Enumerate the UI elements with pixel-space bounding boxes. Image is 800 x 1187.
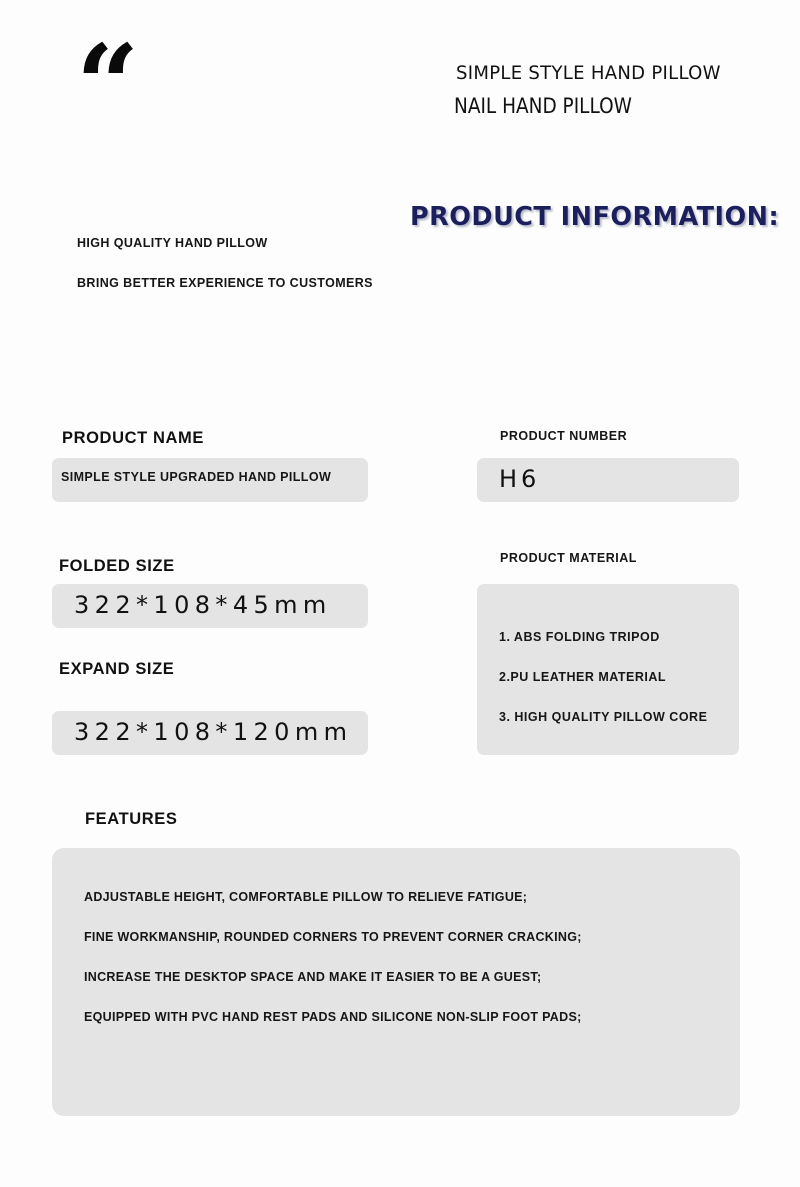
folded-size-label: FOLDED SIZE	[59, 557, 175, 575]
material-item: 2.PU LEATHER MATERIAL	[499, 670, 666, 684]
header-subtitle: SIMPLE STYLE HAND PILLOW	[456, 62, 721, 84]
folded-size-field	[52, 584, 368, 628]
feature-item: FINE WORKMANSHIP, ROUNDED CORNERS TO PREVENT CORNER CRACKING;	[84, 930, 582, 944]
quotation-mark-icon: “	[76, 20, 144, 149]
folded-size-value: 322*108*45mm	[74, 591, 332, 619]
features-panel	[52, 848, 740, 1116]
product-number-value: H6	[499, 465, 541, 493]
product-number-field	[477, 458, 739, 502]
expand-size-label: EXPAND SIZE	[59, 660, 175, 678]
section-title-product-information: PRODUCT INFORMATION:	[410, 202, 780, 232]
expand-size-field	[52, 711, 368, 755]
product-name-value: SIMPLE STYLE UPGRADED HAND PILLOW	[61, 470, 332, 484]
material-item: 1. ABS FOLDING TRIPOD	[499, 630, 660, 644]
feature-item: INCREASE THE DESKTOP SPACE AND MAKE IT EASIER TO BE A GUEST;	[84, 970, 542, 984]
feature-item: EQUIPPED WITH PVC HAND REST PADS AND SILICONE NON-SLIP FOOT PADS;	[84, 1010, 582, 1024]
tagline-experience: BRING BETTER EXPERIENCE TO CUSTOMERS	[77, 276, 373, 290]
material-item: 3. HIGH QUALITY PILLOW CORE	[499, 710, 708, 724]
feature-item: ADJUSTABLE HEIGHT, COMFORTABLE PILLOW TO RELIEVE FATIGUE;	[84, 890, 528, 904]
product-name-label: PRODUCT NAME	[62, 429, 204, 447]
product-number-label: PRODUCT NUMBER	[500, 429, 628, 443]
header-title: NAIL HAND PILLOW	[454, 94, 632, 118]
product-material-panel	[477, 584, 739, 755]
tagline-quality: HIGH QUALITY HAND PILLOW	[77, 236, 268, 250]
expand-size-value: 322*108*120mm	[74, 718, 353, 746]
product-name-field	[52, 458, 368, 502]
features-label: FEATURES	[85, 810, 178, 828]
product-material-label: PRODUCT MATERIAL	[500, 551, 637, 565]
